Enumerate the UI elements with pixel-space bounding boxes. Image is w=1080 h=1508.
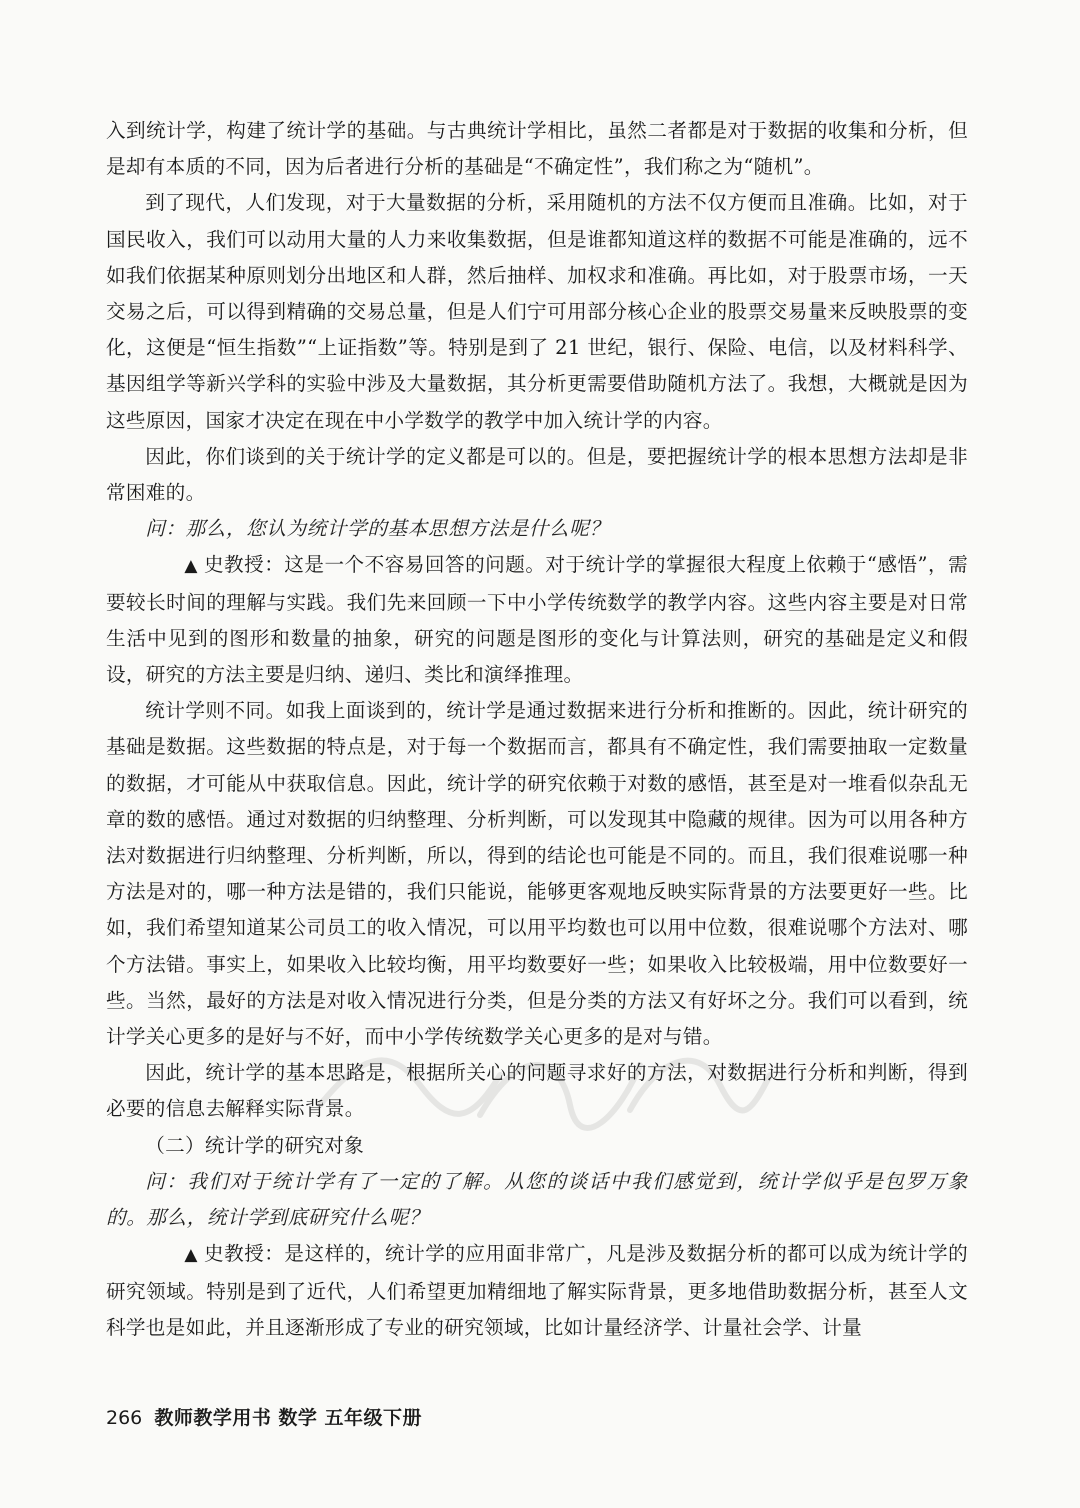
paragraph-4: 统计学则不同。如我上面谈到的，统计学是通过数据来进行分析和推断的。因此，统计研究的基础是数据。这些数据的特点是，对于每一个数据而言，都具有不确定性，我们需要抽取一定数量的数据，才可能从中获取信息。因此，统计学的研究依赖于对数的感悟，甚至是对一堆看似杂乱无章的数的感悟。通过对数据的归纳整理、分析判断，可以发现其中隐藏的规律。因为可以用各种方法对数据进行归纳整理、分析判断，所以，得到的结论也可能是不同的。而且，我们很难说哪一种方法是对的，哪一种方法是错的，我们只能说，能够更客观地反映实际背景的方法要更好一些。比如，我们希望知道某公司员工的收入情况，可以用平均数也可以用中位数，很难说哪个方法对、哪个方法错。事实上，如果收入比较均衡，用平均数要好一些；如果收入比较极端，用中位数要好一些。当然，最好的方法是对收入情况进行分类，但是分类的方法又有好坏之分。我们可以看到，统计学关心更多的是好与不好，而中小学传统数学关心更多的是对与错。: [106, 699, 968, 1049]
paragraph-5: 因此，统计学的基本思路是，根据所关心的问题寻求好的方法，对数据进行分析和判断，得到必要的信息去解释实际背景。: [106, 1061, 968, 1121]
page-number: 266: [106, 1407, 143, 1429]
paragraph-1: 入到统计学，构建了统计学的基础。与古典统计学相比，虽然二者都是对于数据的收集和分析，但是却有本质的不同，因为后者进行分析的基础是“不确定性”，我们称之为“随机”。: [106, 119, 968, 179]
question-1: 问：那么，您认为统计学的基本思想方法是什么呢？: [145, 517, 610, 541]
triangle-marker-icon: ▲: [184, 1245, 198, 1266]
answer-2-text: 史教授：是这样的，统计学的应用面非常广，凡是涉及数据分析的都可以成为统计学的研究领域。特别是到了近代，人们希望更加精细地了解实际背景，更多地借助数据分析，甚至人文科学也是如此，并且逐渐形成了专业的研究领域，比如计量经济学、计量社会学、计量: [106, 1242, 968, 1339]
paragraph-2: 到了现代，人们发现，对于大量数据的分析，采用随机的方法不仅方便而且准确。比如，对于国民收入，我们可以动用大量的人力来收集数据，但是谁都知道这样的数据不可能是准确的，远不如我们依据某种原则划分出地区和人群，然后抽样、加权求和准确。再比如，对于股票市场，一天交易之后，可以得到精确的交易总量，但是人们宁可用部分核心企业的股票交易量来反映股票的变化，这便是“恒生指数”“上证指数”等。特别是到了 21 世纪，银行、保险、电信，以及材料科学、基因组学等新兴学科的实验中涉及大量数据，其分析更需要借助随机方法了。我想，大概就是因为这些原因，国家才决定在现在中小学数学的教学中加入统计学的内容。: [106, 191, 968, 432]
paragraph-3: 因此，你们谈到的关于统计学的定义都是可以的。但是，要把握统计学的根本思想方法却是非常困难的。: [106, 444, 968, 505]
section-heading: （二）统计学的研究对象: [145, 1133, 365, 1157]
book-title: 教师教学用书 数学 五年级下册: [154, 1407, 423, 1429]
triangle-marker-icon: ▲: [184, 556, 198, 577]
answer-1: [106, 547, 968, 693]
answer-1-text: 史教授：这是一个不容易回答的问题。对于统计学的掌握很大程度上依赖于“感悟”，需要较长时间的理解与实践。我们先来回顾一下中小学传统数学的教学内容。这些内容主要是对日常生活中见到的图形和数量的抽象，研究的问题是图形的变化与计算法则，研究的基础是定义和假设，研究的方法主要是归纳、递归、类比和演绎推理。: [106, 553, 968, 687]
question-2: 问：我们对于统计学有了一定的了解。从您的谈话中我们感觉到，统计学似乎是包罗万象的。那么，统计学到底研究什么呢？: [106, 1169, 968, 1230]
page-footer: [106, 1403, 422, 1430]
page-body: [106, 113, 968, 1346]
answer-2: [106, 1236, 968, 1346]
